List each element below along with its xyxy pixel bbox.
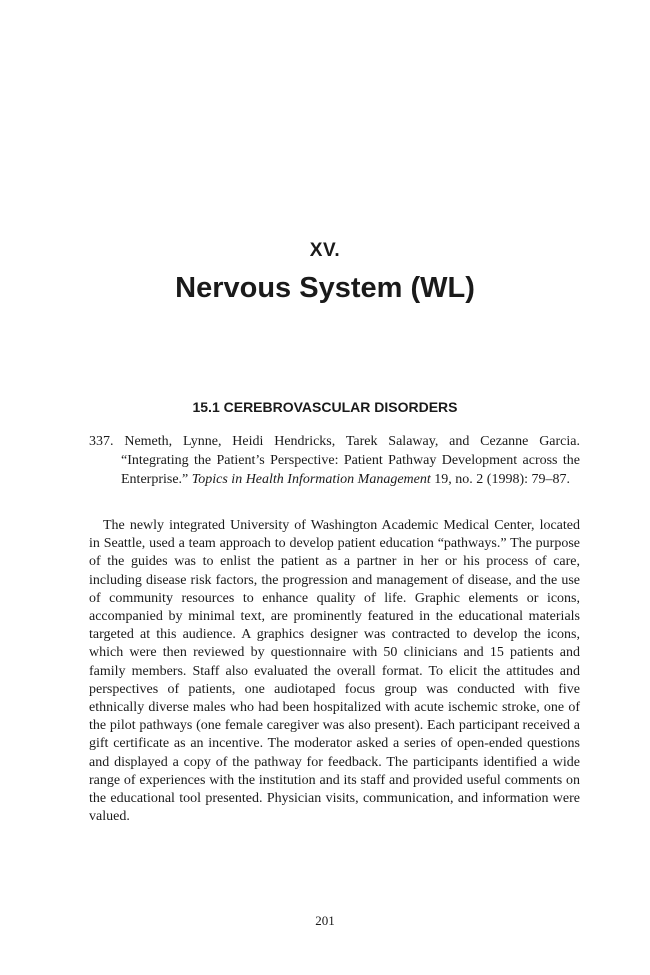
entry-number: 337. [89,434,114,449]
part-title: Nervous System (WL) [175,272,475,304]
entry-citation-tail: 19, no. 2 (1998): 79–87. [434,472,570,487]
abstract-paragraph: The newly integrated University of Washington Academic Medical Center, located in Seattle, used a team approach to develop patient education “pathways.” The purpose of the guides was to enlist the patient as a partner in her or his process of care, including disease risk factors, the progression and management of disease, and the use of community resources to enhance quality of life. Graphic elements or icons, accompanied by minimal text, are prominently featured in the educational materials targeted at this audience. A graphics designer was contracted to develop the icons, which were then reviewed by questionnaire with 50 clinicians and 15 patients and family members. Staff also evaluated the overall format. To elicit the attitudes and perspectives of patients, one audiotaped focus group was conducted with five ethnically diverse males who had been hospitalized with acute ischemic stroke, one of the pilot pathways (one female caregiver was also present). Each participant received a gift certificate as an incentive. The moderator asked a series of open-ended questions and displayed a copy of the pathway for feedback. The participants identified a wide range of experiences with the institution and its staff and provided useful comments on the educational tool presented. Physician visits, communication, and information were valued. [89,518,580,825]
bibliography-entry [89,432,580,489]
entry-authors: Nemeth, Lynne, Heidi Hendricks, Tarek Salaway, and Cezanne Garcia. [124,434,581,449]
entry-article-title: “Integrating the Patient’s Perspective: Patient Pathway Development across the Enterprise.” [121,453,580,487]
section-heading: 15.1 CEREBROVASCULAR DISORDERS [192,399,458,415]
entry-journal: Topics in Health Information Management [191,472,431,487]
part-number: XV. [309,240,341,261]
page-number: 201 [315,913,335,928]
